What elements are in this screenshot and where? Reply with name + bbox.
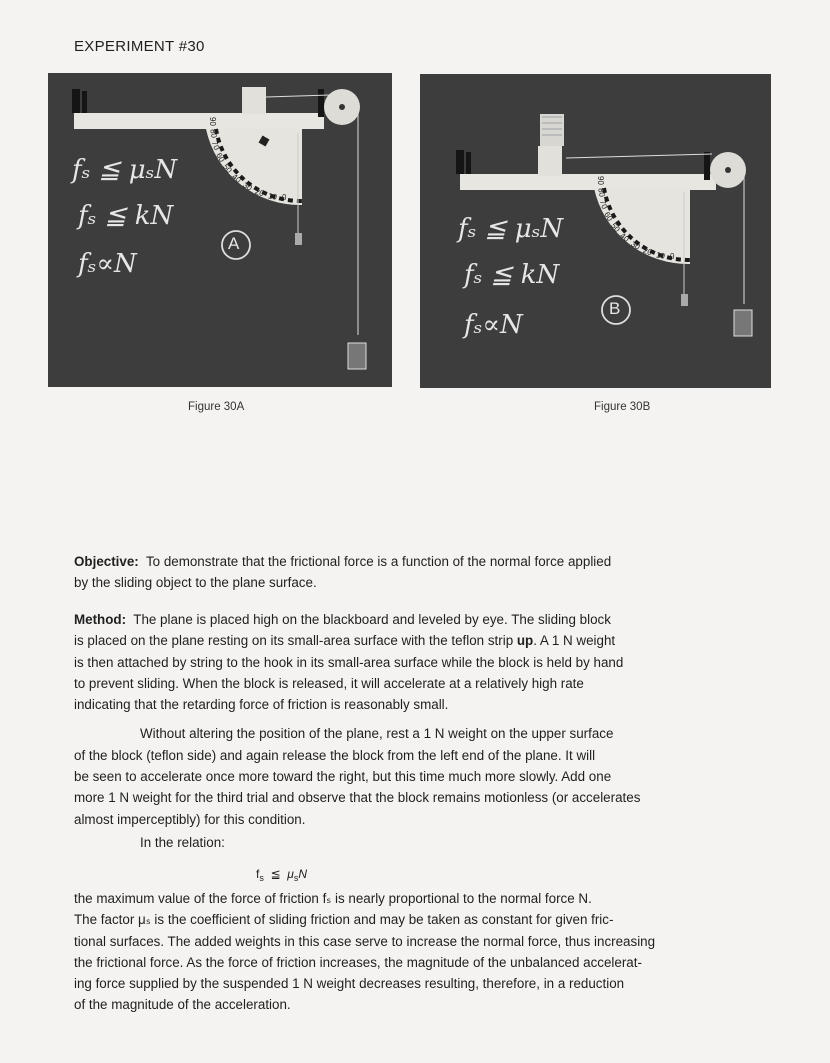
method-section [74,609,764,853]
objective-label: Objective: [74,554,139,569]
discussion-text: The factor μₛ is the coefficient of sliding friction and may be taken as constant for given fric- [74,912,614,928]
figure-30b-photo [420,74,771,388]
method-text: almost imperceptibly) for this condition. [74,811,306,827]
scale-label: 80 [208,128,219,139]
formula-f-subscript: s [259,873,264,883]
figure-30b-equation-3: fₛ∝N [464,310,523,340]
method-emphasis: up [516,633,534,649]
objective-text: To demonstrate that the frictional force is a function of the normal force applied [145,554,612,569]
objective-text: by the sliding object to the plane surface. [74,575,317,591]
scale-label: 90 [207,117,217,126]
method-text: is then attached by string to the hook in its small-area surface while the block is held by hand [74,654,624,670]
scale-label: 40 [618,231,631,244]
scale-label: 0 [282,193,287,202]
figure-30b-illustration [420,74,771,388]
figure-30a-equation-1: fₛ ≦ μₛN [72,155,178,185]
scale-label: 20 [641,245,654,258]
discussion-section [74,888,764,1016]
scale-label: 0 [670,252,675,261]
scale-label: 40 [230,172,243,185]
method-text: to prevent sliding. When the block is released, it will accelerate at a relatively high rate [74,675,584,691]
method-text: be seen to accelerate once more toward the right, but this time much more slowly. Add one [74,769,612,785]
figure-30b-equation-2: fₛ ≦ kN [464,260,560,290]
scale-label: 30 [241,180,254,193]
scale-label: 20 [253,186,266,199]
discussion-text: tional surfaces. The added weights in this case serve to increase the normal force, thus increasing [74,933,656,949]
relation-intro: In the relation: [140,834,225,850]
discussion-text: the frictional force. As the force of friction increases, the magnitude of the unbalanced accelerat- [74,954,642,970]
method-text: . A 1 N weight [533,633,616,649]
formula-mu: μ [287,867,294,881]
scale-label: 60 [214,151,227,164]
scale-label: 10 [655,250,666,261]
scale-label: 10 [267,191,278,202]
figure-30b-equation-1: fₛ ≦ μₛN [458,214,564,244]
scale-label: 50 [221,162,234,175]
method-text: of the block (teflon side) and again release the block from the left end of the plane. It will [74,747,596,763]
figure-30a-illustration [48,73,392,387]
method-text: The plane is placed high on the blackboard and leveled by eye. The sliding block [133,612,611,627]
relation-formula [256,864,307,889]
scale-label: 70 [209,139,222,152]
method-text: is placed on the plane resting on its small-area surface with the teflon strip [74,633,517,649]
scale-label: 80 [596,187,607,198]
scale-label: 30 [629,239,642,252]
scale-label: 70 [597,198,610,211]
formula-mu-subscript: s [293,873,299,883]
figure-30a-caption: Figure 30A [188,401,245,413]
figure-30a-equation-2: fₛ ≦ kN [78,201,174,231]
objective-section [74,551,764,594]
scale-label: 90 [595,176,605,185]
discussion-text: the maximum value of the force of friction fₛ is nearly proportional to the normal force N. [74,891,592,906]
figure-30a-equation-3: fₛ∝N [78,249,137,279]
figure-30a-label: A [228,234,240,253]
figure-30b-caption: Figure 30B [594,401,651,413]
discussion-text: of the magnitude of the acceleration. [74,997,291,1013]
method-text: more 1 N weight for the third trial and observe that the block remains motionless (or accelerates [74,790,641,806]
experiment-title: EXPERIMENT #30 [74,38,205,55]
formula-operator: ≦ [270,867,281,881]
method-text: Without altering the position of the plane, rest a 1 N weight on the upper surface [140,726,614,742]
scale-label: 60 [602,210,615,223]
method-label: Method: [74,612,127,627]
figure-30b-label: B [609,299,621,318]
formula-f: f [256,867,260,881]
method-text: indicating that the retarding force of friction is reasonably small. [74,697,449,713]
discussion-text: ing force supplied by the suspended 1 N weight decreases resulting, therefore, in a reduction [74,976,625,992]
formula-n: N [298,867,307,881]
figure-30a-photo [48,73,392,387]
scale-label: 50 [609,221,622,234]
